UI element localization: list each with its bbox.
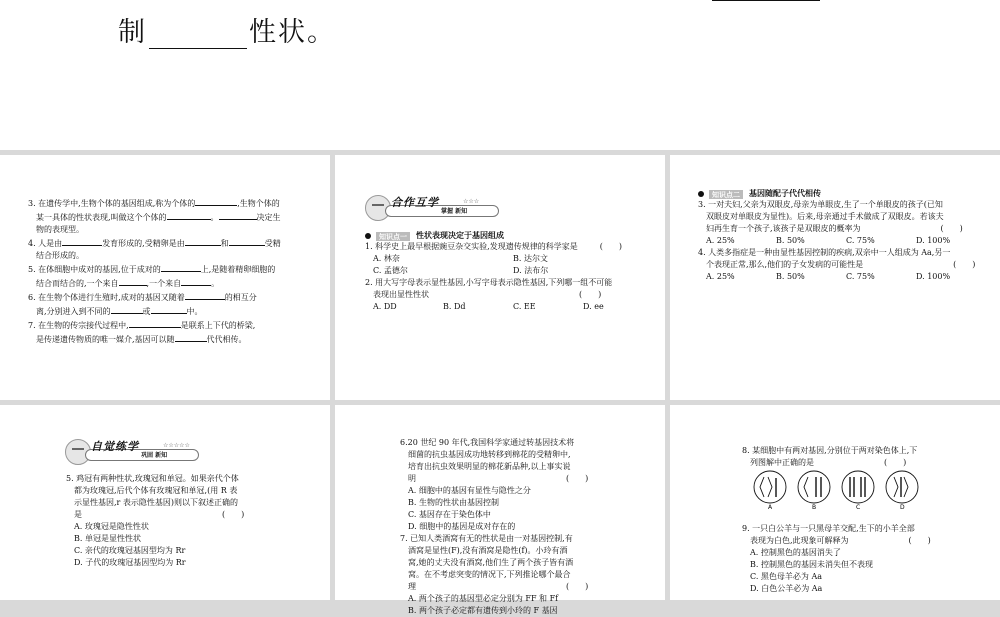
q4-line2: 个表现正常,那么,他们的子女发病的可能性是 ( ) (706, 260, 976, 269)
blank (175, 332, 207, 342)
bullet-icon (698, 191, 704, 197)
q8-line1: 8. 某细胞中有两对基因,分别位于两对染色体上,下 (742, 446, 918, 455)
option-d[interactable]: D. ee (583, 302, 604, 311)
banner-title: 自觉练学 (91, 440, 139, 453)
option-c[interactable]: C. EE (513, 302, 536, 311)
q5-line3: 示显性基因,r 表示隐性基因)则以下叙述正确的 (74, 498, 239, 507)
question-5 (66, 473, 266, 569)
option-d[interactable]: D. 细胞中的基因是成对存在的 (408, 522, 516, 531)
top-blank (149, 22, 247, 49)
q5-line2: 结合而结合的,一个来自 ,一个来自 。 (28, 276, 281, 290)
bullet-icon (365, 233, 371, 239)
q7-line2: 酒窝是显性(F),没有酒窝是隐性(f)。小玲有酒 (408, 546, 568, 555)
q3-line1: 3. 在遗传学中,生物个体的基因组成,称为个体的 ,生物个体的 (28, 196, 281, 210)
section-2 (698, 187, 988, 283)
option-c[interactable]: C. 孟德尔 (373, 266, 408, 275)
option-d[interactable]: D. 法布尔 (513, 266, 549, 275)
option-a[interactable]: A. 林奈 (373, 254, 400, 263)
cell-b[interactable] (798, 471, 830, 503)
q7-line2: 是传递遗传物质的唯一媒介,基因可以随 代代相传。 (28, 332, 281, 346)
cell-a[interactable] (754, 471, 786, 503)
q2-options (365, 301, 645, 313)
questions-6-7 (400, 437, 630, 617)
blank (111, 304, 143, 314)
option-a[interactable]: A. 25% (706, 272, 735, 281)
option-b[interactable]: B. 达尔文 (513, 254, 548, 263)
option-a[interactable]: A. DD (373, 302, 397, 311)
section-banner (365, 195, 505, 221)
blank (167, 210, 211, 220)
stars-icon: ☆☆☆☆☆ (163, 442, 190, 449)
q3-line1: 3. 一对夫妇,父亲为双眼皮,母亲为单眼皮,生了一个单眼皮的孩子(已知 (698, 200, 943, 209)
section-tag: 知识点一 (376, 232, 410, 241)
q3-line3: 物的表现型。 (36, 225, 84, 234)
q8-line2: 列图解中正确的是 ( ) (750, 458, 907, 467)
q7-line1: 7. 已知人类酒窝有无的性状是由一对基因控制,有 (400, 534, 573, 543)
option-a[interactable]: A. 控制黑色的基因消失了 (750, 548, 841, 557)
cell-label-d: D (900, 504, 905, 511)
cell-label-b: B (812, 504, 817, 511)
q7-line4: 窝。在不考虑突变的情况下,下列推论哪个最合 (408, 570, 571, 579)
q6-line2: 细菌的抗虫基因成功地转移到棉花的受精卵中, (408, 450, 571, 459)
cell-label-a: A (768, 504, 773, 511)
q9-line1: 9. 一只白公羊与一只黑母羊交配,生下的小羊全部 (742, 524, 915, 533)
blank (219, 210, 257, 220)
section-banner (65, 439, 205, 465)
cell-label-c: C (856, 504, 861, 511)
top-blank-line (712, 0, 820, 1)
q4-options (698, 271, 988, 283)
option-b[interactable]: B. 50% (776, 236, 805, 245)
q3-line2: 某一具体的性状表现,叫做这个个体的 。 决定生 (28, 210, 281, 224)
fill-questions (28, 196, 281, 346)
option-c[interactable]: C. 75% (846, 272, 875, 281)
top-page-strip (0, 0, 1000, 150)
q4-line1: 4. 人是由 发育形成的,受精卵是由 和 受精 (28, 236, 281, 250)
blank (119, 276, 147, 286)
option-c[interactable]: C. 亲代的玫瑰冠基因型均为 Rr (74, 546, 186, 555)
section-heading: 知识点二 基因随配子代代相传 (698, 187, 988, 199)
option-c[interactable]: C. 黑色母羊必为 Aa (750, 572, 823, 581)
option-a[interactable]: A. 玫瑰冠是隐性性状 (74, 522, 149, 531)
banner-title: 合作互学 (391, 196, 439, 209)
q1-stem: 1. 科学史上最早根据豌豆杂交实验,发现遗传规律的科学家是 ( ) (365, 242, 622, 251)
blank (151, 304, 187, 314)
question-9 (742, 523, 972, 595)
slide-4[interactable] (0, 405, 330, 600)
option-d[interactable]: D. 100% (916, 272, 951, 281)
banner-subtitle: 掌握 新知 (441, 208, 468, 215)
q6-line3: 培育出抗虫效果明显的棉花新品种,以上事实说 (408, 462, 571, 471)
section-1 (365, 229, 645, 313)
section-heading: 知识点一 性状表现决定于基因组成 (365, 229, 645, 241)
top-text-left: 制 (118, 17, 147, 48)
top-text-right: 性状。 (249, 17, 336, 48)
q6-line1: 6.20 世纪 90 年代,我国科学家通过转基因技术将 (400, 438, 575, 447)
banner-subtitle: 巩固 新知 (141, 452, 168, 459)
cell-diagram (748, 470, 928, 510)
option-a[interactable]: A. 两个孩子的基因型必定分别为 FF 和 Ff (408, 594, 559, 603)
q6-line2: 离,分别进入到不同的 或 中。 (28, 304, 281, 318)
q5-line2: 都为玫瑰冠,后代个体有玫瑰冠和单冠,(用 R 表 (74, 486, 238, 495)
blank (229, 236, 265, 246)
blank (181, 276, 211, 286)
slide-2[interactable] (335, 155, 665, 400)
slide-3[interactable] (670, 155, 1000, 400)
slide-5[interactable] (335, 405, 665, 615)
q1-options-row1 (365, 253, 645, 265)
option-d[interactable]: D. 100% (916, 236, 951, 245)
option-b[interactable]: B. 生物的性状由基因控制 (408, 498, 499, 507)
top-sentence (118, 10, 336, 49)
section-tag: 知识点二 (709, 190, 743, 199)
option-d[interactable]: D. 子代的玫瑰冠基因型均为 Rr (74, 558, 186, 567)
q9-line2: 表现为白色,此现象可解释为 ( ) (750, 536, 931, 545)
option-c[interactable]: C. 75% (846, 236, 875, 245)
blank (62, 236, 102, 246)
q3-line3: 妇再生育一个孩子,该孩子是双眼皮的概率为 ( ) (706, 224, 963, 233)
option-b[interactable]: B. 两个孩子必定都有遗传到小玲的 F 基因 (408, 606, 558, 615)
q4-line2: 结合形成的。 (36, 251, 84, 260)
option-d[interactable]: D. 白色公羊必为 Aa (750, 584, 823, 593)
q6-line4: 明 ( ) (408, 474, 589, 483)
slide-1[interactable] (0, 155, 330, 400)
q2-stem-line1: 2. 用大写字母表示显性基因,小写字母表示隐性基因,下列哪一组不可能 (365, 278, 613, 287)
q3-options (698, 235, 988, 247)
option-b[interactable]: B. Dd (443, 302, 466, 311)
blank (195, 196, 237, 206)
cell-c[interactable] (842, 471, 874, 503)
q6-line1: 6. 在生物个体进行生殖时,成对的基因又随着 的相互分 (28, 290, 281, 304)
blank (185, 290, 225, 300)
q7-line3: 窝,她的丈夫没有酒窝,他们生了两个孩子皆有酒 (408, 558, 574, 567)
option-c[interactable]: C. 基因存在于染色体中 (408, 510, 491, 519)
blank (161, 262, 201, 272)
blank (185, 236, 221, 246)
option-b[interactable]: B. 控制黑色的基因未消失但不表现 (750, 560, 873, 569)
q5-line4: 是 ( ) (74, 510, 245, 519)
q7-line1: 7. 在生物的传宗接代过程中, 是联系上下代的桥梁, (28, 318, 281, 332)
q5-line1: 5. 在体细胞中成对的基因,位于成对的 上,是随着精卵细胞的 (28, 262, 281, 276)
stars-icon: ☆☆☆ (463, 198, 480, 205)
q4-line1: 4. 人类多指症是一种由显性基因控制的疾病,双亲中一人组成为 Aa,另一 (698, 248, 951, 257)
blank (129, 318, 181, 328)
q2-stem-line2: 表现出显性性状 ( ) (373, 290, 602, 299)
q3-line2: 双眼皮对单眼皮为显性)。后来,母亲通过手术做成了双眼皮。若该夫 (706, 212, 944, 221)
option-b[interactable]: B. 单冠是显性性状 (74, 534, 141, 543)
question-8 (742, 445, 972, 469)
option-b[interactable]: B. 50% (776, 272, 805, 281)
q7-line5: 理 ( ) (408, 582, 589, 591)
option-a[interactable]: A. 细胞中的基因有显性与隐性之分 (408, 486, 531, 495)
cell-d[interactable] (886, 471, 918, 503)
q1-options-row2 (365, 265, 645, 277)
option-a[interactable]: A. 25% (706, 236, 735, 245)
q5-line1: 5. 鸡冠有两种性状,玫瑰冠和单冠。如果亲代个体 (66, 474, 239, 483)
